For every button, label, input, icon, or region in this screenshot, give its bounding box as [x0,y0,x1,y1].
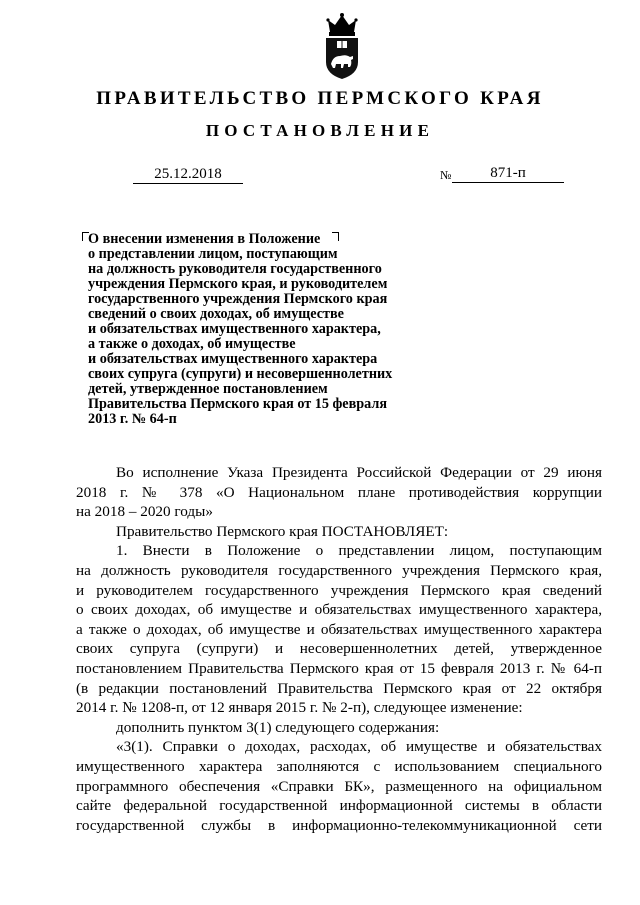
body-line: государственной службы в информационно-телекоммуникационной сети [76,816,602,834]
subject-line: учреждения Пермского края, и руководителем [88,276,388,292]
subject-line: детей, утвержденное постановлением [88,381,328,397]
subject-line: сведений о своих доходах, об имуществе [88,306,344,322]
subject-line: государственного учреждения Пермского края [88,291,388,307]
government-title: ПРАВИТЕЛЬСТВО ПЕРМСКОГО КРАЯ [96,88,544,109]
body-line: постановлением Правительства Пермского края от 15 февраля 2013 г. № 64-п [76,659,602,677]
subject-line: и обязательствах имущественного характера [88,351,378,367]
subject-line: 2013 г. № 64-п [88,411,177,427]
body-line: на должность руководителя государственного учреждения Пермского края, [76,561,602,579]
coat-of-arms-icon [322,12,362,80]
body-line: Правительство Пермского края ПОСТАНОВЛЯЕТ: [116,522,449,540]
body-line: 2018 г. № 378 «О Национальном плане противодействия коррупции [76,483,602,501]
subject-line: и обязательствах имущественного характера, [88,321,381,337]
subject-line: Правительства Пермского края от 15 февраля [88,396,387,412]
body-line: дополнить пунктом 3(1) следующего содержания: [116,718,440,736]
body-line: Во исполнение Указа Президента Российской Федерации от 29 июня [116,464,602,481]
body-line: программного обеспечения «Справки БК», размещенного на официальном [76,777,602,795]
document-type: ПОСТАНОВЛЕНИЕ [205,121,435,140]
body-line: имущественного характера заполняются с использованием специального [76,757,602,775]
body-line: (в редакции постановлений Правительства Пермского края от 22 октября [76,679,602,697]
body-line: 2014 г. № 1208-п, от 12 января 2015 г. № 2-п), следующее изменение: [76,699,523,717]
body-line: своих супруга (супруги) и несовершеннолетних детей, утвержденное [76,640,602,658]
document-date: 25.12.2018 [133,166,243,184]
body-line: сайте федеральной государственной информационной системы в области [76,797,602,815]
body-line: а также о доходах, об имуществе и обязательствах имущественного характера [76,620,602,638]
subject-line: своих супруга (супруги) и несовершеннолетних [88,366,393,382]
subject-line: на должность руководителя государственного [88,261,382,277]
body-line: на 2018 – 2020 годы» [76,503,213,521]
body-line: и руководителем государственного учреждения Пермского края сведений [76,581,602,599]
body-line: о своих доходах, об имуществе и обязательствах имущественного характера, [76,601,602,619]
document-subject [88,232,428,427]
body-line: 1. Внести в Положение о представлении лицом, поступающим [116,542,602,560]
document-number: 871-п [452,164,564,183]
body-line: «3(1). Справки о доходах, расходах, об имуществе и обязательствах [116,738,602,756]
document-body [76,463,602,835]
subject-line: а также о доходах, об имуществе [88,336,296,352]
number-sign: № [440,168,452,182]
subject-line: О внесении изменения в Положение [88,231,321,247]
subject-line: о представлении лицом, поступающим [88,246,338,262]
